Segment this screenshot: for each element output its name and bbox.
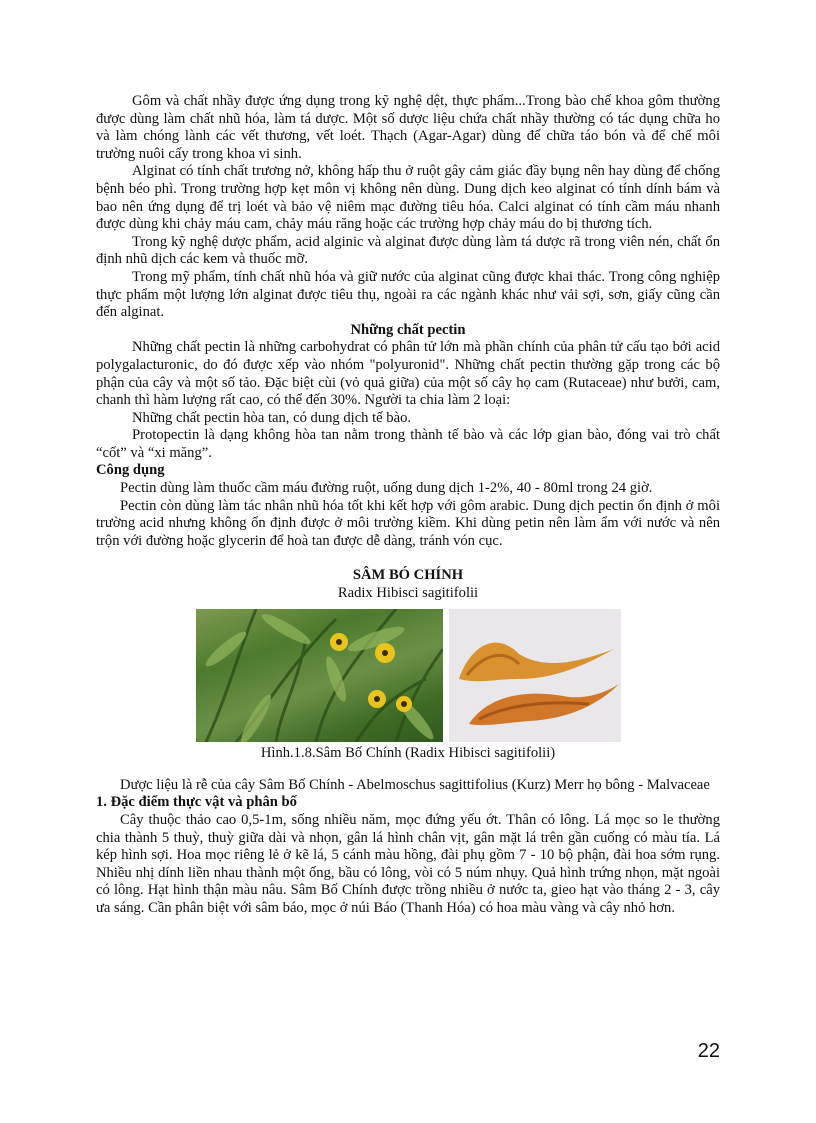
figure-caption: Hình.1.8.Sâm Bố Chính (Radix Hibisci sagitifolii) — [260, 744, 556, 761]
heading-botany: 1. Đặc điểm thực vật và phân bố — [96, 794, 297, 811]
paragraph-pectin-intro: Những chất pectin là những carbohydrat có phân tử lớn mà phần chính của phân tử cấu tạo bởi acid polygalacturonic, do đó được xếp vào nhóm "polyuronid". Những chất pectin thường gặp trong các bộ phận của cây và một số tảo. Đặc biệt cùi (vỏ quả giữa) của một số cây họ cam (Rutaceae) như bưởi, cam, chanh thì hàm lượng rất cao, có thể đến 30%. Người ta chia làm 2 loại: — [96, 339, 720, 409]
paragraph-herb-description: Dược liệu là rễ của cây Sâm Bố Chính - Abelmoschus sagittifolius (Kurz) Merr họ bông - Malvaceae — [120, 776, 710, 793]
paragraph-gum-uses: Gôm và chất nhầy được ứng dụng trong kỹ nghệ dệt, thực phẩm...Trong bào chế khoa gôm thường được dùng làm chất nhũ hóa, làm tá dược. Một số dược liệu chứa chất nhầy thường có tác dụng chữa ho và làm chóng lành các vết thương, vết loét. Thạch (Agar-Agar) dùng để chữa táo bón và để chế môi trường nuôi cấy trong khoa vi sinh. — [96, 93, 720, 162]
paragraph-botany: Cây thuộc thảo cao 0,5-1m, sống nhiều năm, mọc đứng yếu ớt. Thân có lông. Lá mọc so le thường chia thành 5 thuỳ, thuỳ giữa dài và nhọn, gân lá hình chân vịt, gân mặt lá trên gần cuống có màu tía. Lá kép hình sợi. Hoa mọc riêng lẻ ở kẽ lá, 5 cánh màu hồng, đài phụ gồm 7 - 10 bộ phận, đài hoa sớm rụng. Nhiều nhị dính liền nhau thành một ống, bầu có lông, vòi có 5 núm nhụy. Quả hình trứng nhọn, mặt ngoài có lông. Hạt hình thận màu nâu. Sâm Bố Chính được trồng nhiều ở nước ta, gieo hạt vào tháng 2 - 3, cây ưa sáng. Cần phân biệt với sâm báo, mọc ở núi Báo (Thanh Hóa) có hoa màu vàng và cây nhỏ hơn. — [96, 812, 720, 916]
paragraph-pectin-use1: Pectin dùng làm thuốc cầm máu đường ruột, uống dung dịch 1-2%, 40 - 80ml trong 24 giờ. — [120, 480, 653, 497]
root-photo — [449, 609, 621, 742]
page-content — [96, 93, 720, 918]
paragraph-pectin-use2: Pectin còn dùng làm tác nhân nhũ hóa tốt khi kết hợp với gôm arabic. Dung dịch pectin ổn định ở môi trường acid nhưng không ổn định được ở môi trường kiềm. Khi dùng petin nên làm ẩm với nước và nên trộn với đường hoặc glycerin để hoà tan được dễ dàng, tránh vón cục. — [96, 497, 720, 549]
paragraph-alginate-cosmetics: Trong mỹ phẩm, tính chất nhũ hóa và giữ nước của alginat cũng được khai thác. Trong công nghiệp thực phẩm một lượng lớn alginat được tiêu thụ, ngoài ra các ngành khác như vải sợi, sơn, giấy cũng cần đến alginat. — [96, 268, 720, 321]
paragraph-alginate-properties: Alginat có tính chất trương nở, không hấp thu ở ruột gây cảm giác đầy bụng nên hay dùng để chống bệnh béo phì. Trong trường hợp kẹt môn vị không nên dùng. Dung dịch keo alginat có tính dính bám và bao nên ứng dụng để trị loét và bảo vệ niêm mạc đường tiêu hóa. Calci alginat có tính cầm máu nhanh được dùng khi chảy máu cam, chảy máu răng hoặc các trường hợp chảy máu do bị thương tích. — [96, 163, 720, 233]
plant-photo — [196, 609, 443, 742]
page-number: 22 — [697, 1040, 720, 1062]
title-sam-bo-chinh: SÂM BÓ CHÍNH — [352, 567, 464, 584]
heading-uses: Công dụng — [96, 462, 165, 479]
latin-name: Radix Hibisci sagitifolii — [337, 585, 479, 602]
paragraph-protopectin: Protopectin là dạng không hòa tan nằm trong thành tế bào và các lớp gian bào, đóng vai trò chất “cốt” và “xi măng”. — [96, 427, 720, 461]
paragraph-alginate-pharma: Trong kỹ nghệ dược phẩm, acid alginic và alginat được dùng làm tá dược rã trong viên nén, chất ổn định nhũ dịch các kem và thuốc mỡ. — [96, 233, 720, 268]
paragraph-pectin-soluble: Những chất pectin hòa tan, có dung dịch tế bào. — [132, 409, 412, 426]
figure-sam-bo-chinh — [96, 609, 720, 742]
heading-pectin: Những chất pectin — [350, 321, 466, 338]
